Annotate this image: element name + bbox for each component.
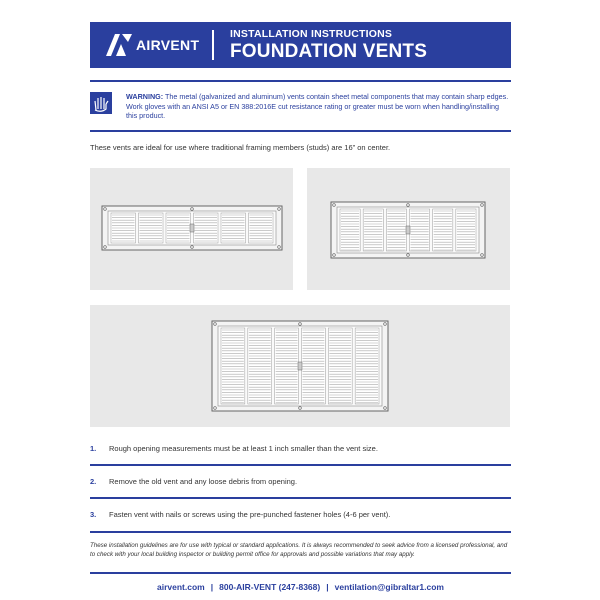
divider	[90, 80, 511, 82]
step-number: 3.	[90, 510, 97, 519]
warning-body: The metal (galvanized and aluminum) vents contain sheet metal components that may contain sharp edges. Work gloves with an ANSI A5 or EN 388:2016E cut resistance rating or greater must be worn when handling/installing this product.	[126, 92, 509, 121]
divider	[90, 572, 511, 574]
vent-image-panel	[90, 168, 293, 290]
disclaimer-note: These installation guidelines are for use with typical or standard applications. It is always recommended to seek advice from a licensed professional, and to check with your local building inspector or building permit office for approvals and possible variations that may apply.	[90, 542, 508, 558]
foundation-vent-medium-image	[307, 168, 510, 290]
step-number: 1.	[90, 444, 97, 453]
header-divider	[212, 30, 214, 60]
divider	[90, 497, 511, 499]
vent-image-panel	[307, 168, 510, 290]
divider	[90, 464, 511, 466]
airvent-logo-icon	[106, 34, 132, 56]
intro-text: These vents are ideal for use where traditional framing members (studs) are 16” on center.	[90, 143, 391, 152]
header-banner	[90, 22, 511, 68]
warning-text	[126, 92, 511, 121]
footer-website[interactable]: airvent.com	[157, 582, 205, 592]
divider	[90, 531, 511, 533]
glove-icon	[90, 92, 112, 114]
page-title: FOUNDATION VENTS	[230, 41, 428, 62]
header-subtitle: INSTALLATION INSTRUCTIONS	[230, 28, 393, 40]
footer-email[interactable]: ventilation@gibraltar1.com	[334, 582, 444, 592]
warning-label: WARNING:	[126, 92, 164, 101]
footer-contact: airvent.com | 800-AIR-VENT (247-8368) | ventilation@gibraltar1.com	[157, 582, 444, 592]
footer-phone[interactable]: 800-AIR-VENT (247-8368)	[219, 582, 321, 592]
foundation-vent-small-image	[90, 168, 293, 290]
step-text: Rough opening measurements must be at least 1 inch smaller than the vent size.	[109, 444, 378, 453]
vent-image-panel	[90, 305, 510, 427]
step-text: Fasten vent with nails or screws using the pre-punched fastener holes (4-6 per vent).	[109, 510, 391, 519]
step-number: 2.	[90, 477, 97, 486]
step-text: Remove the old vent and any loose debris from opening.	[109, 477, 298, 486]
airvent-logo	[106, 33, 199, 57]
logo-text: AIRVENT	[136, 37, 200, 53]
foundation-vent-large-image	[90, 305, 510, 427]
divider	[90, 130, 511, 132]
